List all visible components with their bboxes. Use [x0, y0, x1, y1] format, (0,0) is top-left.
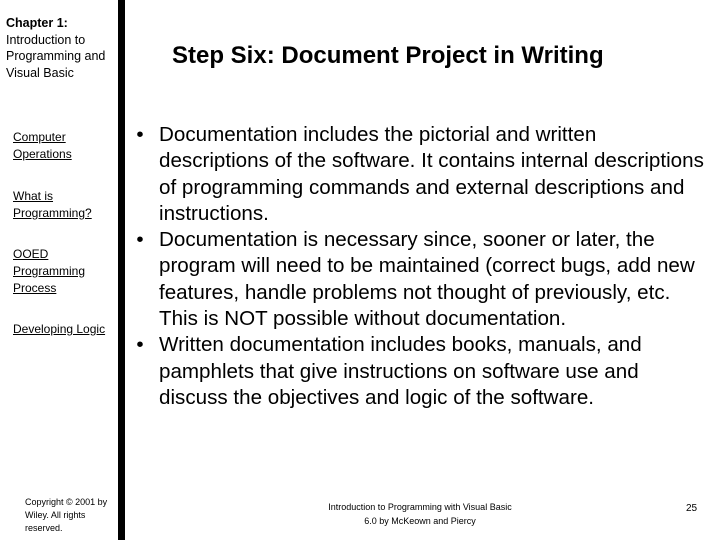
bullet-marker: •	[136, 333, 144, 357]
bullet-item	[130, 332, 710, 411]
page-number: 25	[686, 503, 698, 514]
bullet-text: Documentation includes the pictorial and written descriptions of the software. It contains internal descriptions of programming commands and external descriptions and instructions.	[159, 123, 704, 225]
bullet-text: Written documentation includes books, manuals, and pamphlets that give instructions on software use and discuss the objectives and logic of the software.	[159, 333, 642, 409]
chapter-title: Introduction to Programming and Visual Basic	[6, 32, 106, 80]
footer-book-title-line2: 6.0 by McKeown and Piercy	[364, 516, 476, 526]
slide-title: Step Six: Document Project in Writing	[172, 42, 604, 69]
nav-link-computer-operations[interactable]: Computer Operations	[13, 130, 72, 161]
sidebar	[0, 0, 118, 540]
sidebar-divider	[118, 0, 125, 540]
bullet-marker: •	[136, 123, 144, 146]
copyright-notice: Copyright © 2001 by Wiley. All rights reserved.	[25, 497, 108, 533]
bullet-item	[130, 122, 710, 227]
bullet-item	[130, 227, 710, 332]
chapter-heading	[6, 15, 114, 81]
footer-book-title-line1: Introduction to Programming with Visual Basic	[328, 502, 512, 512]
bullet-list	[130, 122, 710, 411]
nav-link-ooed-programming-process[interactable]: OOED Programming Process	[13, 247, 86, 295]
nav-link-what-is-programming[interactable]: What is Programming?	[13, 189, 92, 220]
bullet-text: Documentation is necessary since, sooner or later, the program will need to be maintained (correct bugs, add new features, handle problems not thought of previously, etc. This is NOT possible without documentation.	[159, 228, 695, 331]
footer-book-title	[300, 500, 540, 528]
nav-link-developing-logic[interactable]: Developing Logic	[13, 322, 106, 336]
bullet-marker: •	[136, 228, 144, 252]
chapter-label: Chapter 1:	[6, 16, 68, 30]
